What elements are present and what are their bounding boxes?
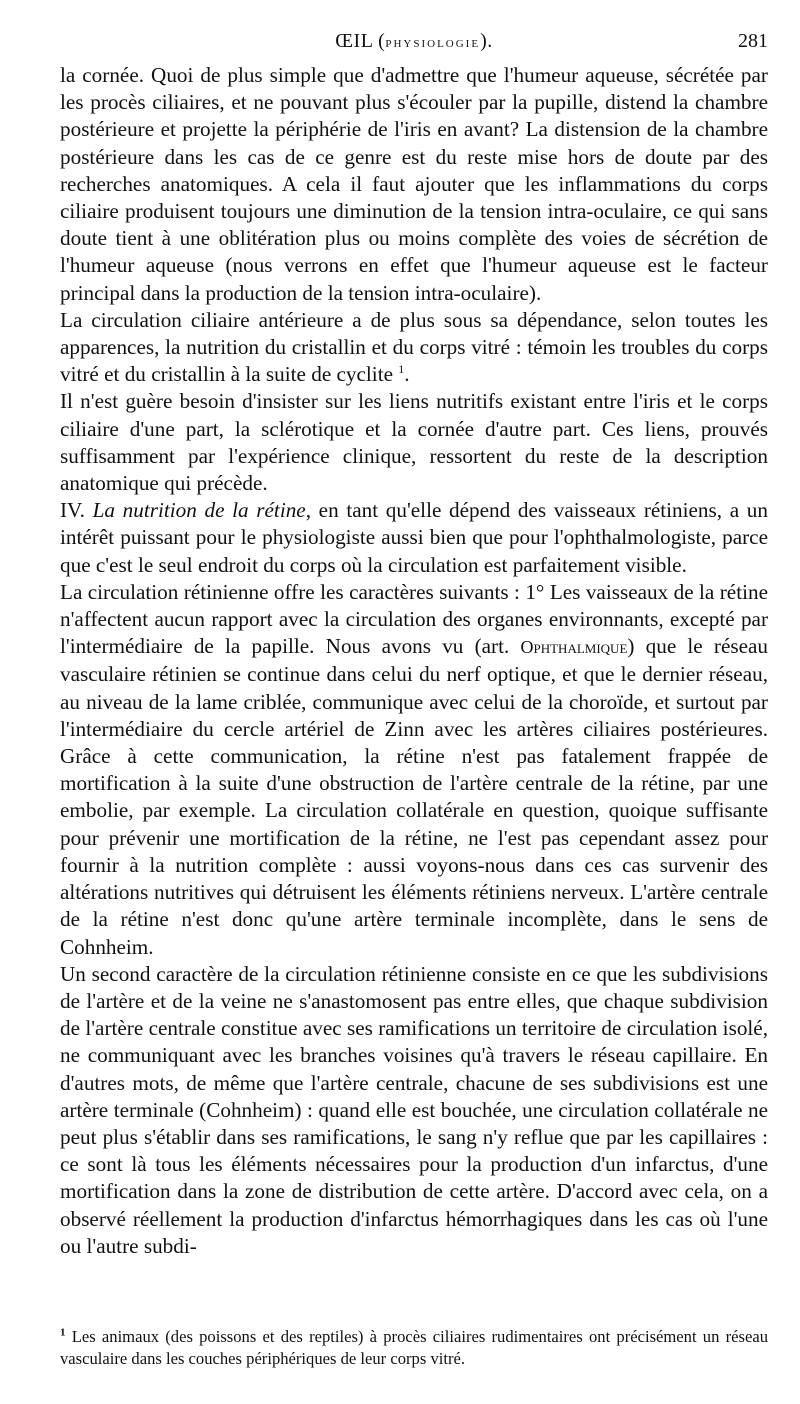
paragraph-4 [60, 497, 768, 579]
footnote-text: Les animaux (des poissons et des reptiles) à procès ciliaires rudimentaires ont précisément un réseau vasculaire dans les couches périphériques de leur corps vitré. [60, 1327, 768, 1368]
paragraph-1: la cornée. Quoi de plus simple que d'admettre que l'humeur aqueuse, sécrétée par les procès ciliaires, et ne pouvant plus s'écouler par la pupille, distend la chambre postérieure et projette la périphérie de l'iris en avant? La distension de la chambre postérieure dans les cas de ce genre est du reste mise hors de doute par des recherches anatomiques. A cela il faut ajouter que les inflammations du corps ciliaire produisent toujours une diminution de la tension intra-oculaire, ce qui sans doute tient à une oblitération plus ou moins complète des voies de sécrétion de l'humeur aqueuse (nous verrons en effet que l'humeur aqueuse est le facteur principal dans la production de la tension intra-oculaire). [60, 63, 768, 305]
running-title-sub: physiologie [385, 35, 481, 51]
page-number: 281 [738, 30, 768, 52]
section-heading-italic: La nutrition de la rétine [92, 498, 306, 523]
paragraph-2 [60, 307, 768, 389]
running-title-paren-open: ( [372, 30, 386, 52]
paragraph-2-end: . [404, 362, 410, 387]
paragraph-2-text: La circulation ciliaire antérieure a de plus sous sa dépendance, selon toutes les apparences, la nutrition du cristallin et du corps vitré : témoin les troubles du corps vitré et du cristallin à la suite de cyclite [60, 307, 768, 387]
running-title-paren-close: ). [480, 30, 493, 52]
paragraph-5-text-b: ) que le réseau vasculaire rétinien se continue dans celui du nerf optique, et que le dernier réseau, au niveau de la lame criblée, communique avec celui de la choroïde, et surtout par l'intermédiaire du cercle artériel de Zinn avec les artères ciliaires postérieures. Grâce à cette communication, la rétine n'est pas fatalement frappée de mortification à la suite d'une obstruction de l'artère centrale de la rétine, par une embolie, par exemple. La circulation collatérale en question, quoique suffisante pour prévenir une mortification de la rétine, ne l'est pas cependant assez pour fournir à la nutrition complète : aussi voyons-nous dans ces cas survenir des altérations nutritives qui détruisent les éléments rétiniens nerveux. L'artère centrale de la rétine n'est donc qu'une artère terminale incomplète, dans le sens de Cohnheim. [60, 634, 769, 959]
section-number: IV. [60, 498, 85, 523]
body-text [60, 62, 768, 1260]
footnote-1 [60, 1326, 768, 1370]
paragraph-3: Il n'est guère besoin d'insister sur les liens nutritifs existant entre l'iris et le corps ciliaire d'une part, la sclérotique et la cornée d'autre part. Ces liens, prouvés suffisamment par l'expérience clinique, ressortent du reste de la description anatomique qui précède. [60, 389, 768, 496]
paragraph-6: Un second caractère de la circulation rétinienne consiste en ce que les subdivisions de l'artère et de la veine ne s'anastomosent pas entre elles, que chaque subdivision de l'artère centrale constitue avec ses ramifications un territoire de circulation isolé, ne communiquant avec les branches voisines qu'à travers le réseau capillaire. En d'autres mots, de même que l'artère centrale, chacune de ses subdivisions est une artère terminale (Cohnheim) : quand elle est bouchée, une circulation collatérale ne peut plus s'établir dans ses ramifications, le sang n'y reflue que par les capillaires : ce sont là tous les éléments nécessaires pour la production d'un infarctus, d'une mortification dans la zone de distribution de cette artère. D'accord avec cela, on a observé réellement la production d'infarctus hémorrhagiques dans les cas où l'une ou l'autre subdi- [60, 961, 768, 1258]
footnote-ref-1: 1 [398, 362, 405, 377]
running-header [60, 30, 768, 60]
running-title-main: ŒIL [335, 30, 373, 52]
footnotes [60, 1326, 768, 1370]
paragraph-4-text: , en tant qu'elle dépend des vaisseaux rétiniens, a un intérêt puissant pour le physiologiste aussi bien que pour l'ophthalmologiste, parce que c'est le seul endroit du corps où la circulation est parfaitement visible. [60, 498, 768, 577]
paragraph-5 [60, 579, 768, 961]
article-reference: Ophthalmique [520, 637, 628, 658]
running-title [60, 30, 768, 53]
paragraph-5-text-a: La circulation rétinienne offre les caractères suivants : 1° Les vaisseaux de la rétine n'affectent aucun rapport avec la circulation des organes environnants, excepté par l'intermédiaire de la papille. Nous avons vu (art. [60, 579, 768, 659]
page [60, 30, 768, 1260]
footnote-marker: 1 [60, 1326, 66, 1339]
